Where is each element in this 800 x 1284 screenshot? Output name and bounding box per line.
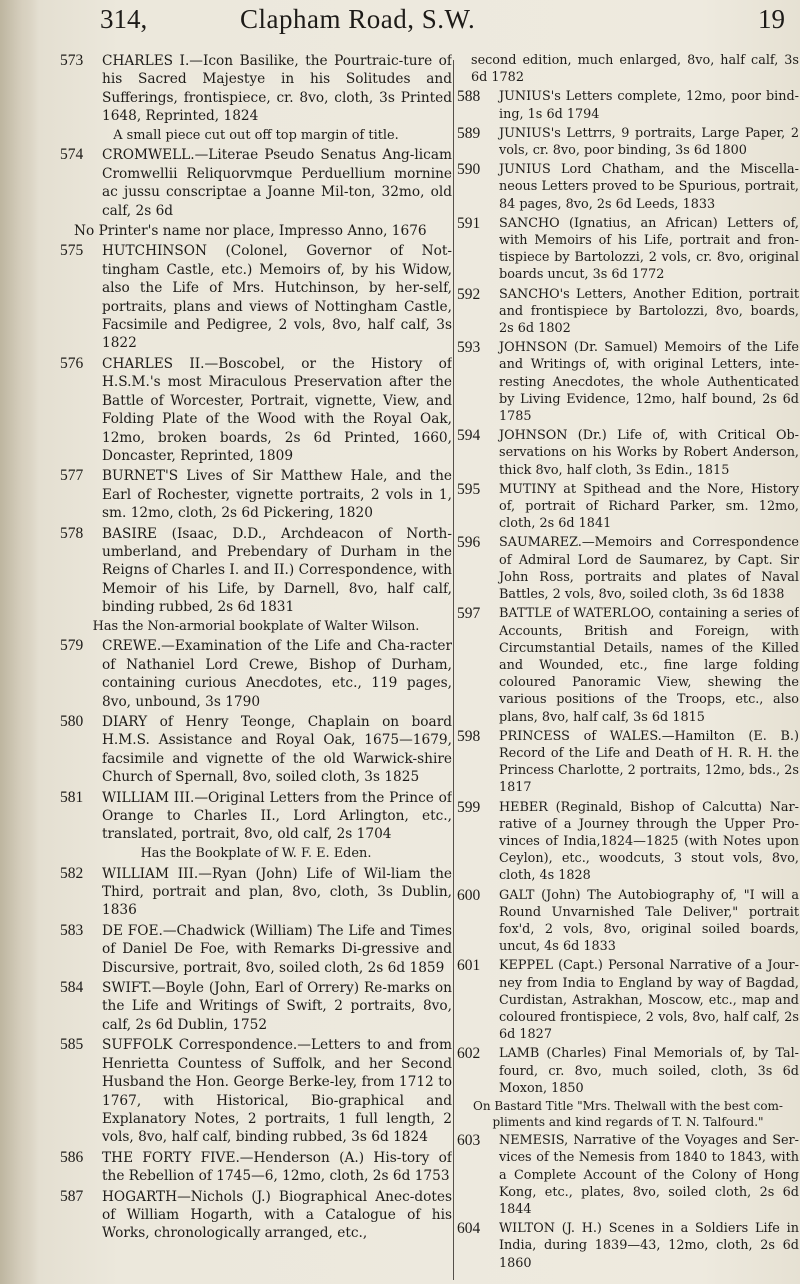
entry-number: 603 [457,1132,481,1150]
entry-description: DIARY of Henry Teonge, Chaplain on board H.M.S. Assistance and Royal Oak, 1675—1679, facsimile and vignette of the old Warwick-shire Church of Spernall, 8vo, soiled cloth, 3s 1825 [102,714,452,786]
catalogue-entry [60,637,452,711]
entry-description: BASIRE (Isaac, D.D., Archdeacon of North-umberland, and Prebendary of Durham in the Reigns of Charles I. and II.) Correspondence, with Memoir of his Life, by Darnell, 8vo, half calf, binding rubbed, 2s 6d 1831 [102,525,452,616]
entry-description: GALT (John) The Autobiography of, "I will a Round Unvarnished Tale Deliver," portrait fox'd, 2 vols, 8vo, original soiled boards, uncut, 4s 6d 1833 [499,887,799,955]
entry-number: 577 [60,467,84,485]
entry-number: 602 [457,1045,481,1063]
entry-number: 581 [60,788,84,806]
entry-description: MUTINY at Spithead and the Nore, History of, portrait of Richard Parker, sm. 12mo, cloth, 2s 6d 1841 [499,481,799,532]
catalogue-entry [457,339,799,425]
entry-description: JUNIUS Lord Chatham, and the Miscella-neous Letters proved to be Spurious, portrait, 84 pages, 8vo, 2s 6d Leeds, 1833 [499,162,799,212]
catalogue-entry [60,1188,452,1243]
entry-description: BATTLE of WATERLOO, containing a series of Accounts, British and Foreign, with Circumstantial Details, names of the Killed and Wounded, etc., fine large folding coloured Panoramic View, shewing the various positions of the Troops, etc., also plans, 8vo, half calf, 3s 6d 1815 [499,606,799,725]
entry-number: 588 [457,88,481,106]
catalogue-entry [457,215,799,284]
catalogue-entry [60,355,452,465]
catalogue-entry [60,713,452,787]
catalogue-entry [60,242,452,352]
catalogue-entry [457,125,799,159]
catalogue-entry [457,957,799,1043]
continuation-text: second edition, much enlarged, 8vo, half calf, 3s 6d 1782 [471,53,799,86]
entry-number: 574 [60,146,84,164]
entry-description: SAUMAREZ.—Memoirs and Correspondence of Admiral Lord de Saumarez, by Capt. Sir John Ross, portraits and plates of Naval Battles, 2 vols, 8vo, soiled cloth, 3s 6d 1838 [499,535,799,603]
entry-description: JUNIUS's Letters complete, 12mo, poor bind-ing, 1s 6d 1794 [499,89,799,122]
entry-number: 600 [457,886,481,904]
entry-description: WILTON (J. H.) Scenes in a Soldiers Life in India, during 1839—43, 12mo, cloth, 2s 6d 1860 [499,1221,799,1271]
entry-description: BURNET'S Lives of Sir Matthew Hale, and the Earl of Rochester, vignette portraits, 2 vols in 1, sm. 12mo, cloth, 2s 6d Pickering, 1820 [102,468,452,522]
entry-description: JOHNSON (Dr.) Life of, with Critical Ob-servations on his Works by Robert Anderson, thick 8vo, half cloth, 3s Edin., 1815 [499,428,799,478]
catalogue-entry [457,728,799,797]
entry-number: 573 [60,52,84,69]
catalogue-entry [60,525,452,617]
entry-number: 594 [457,427,481,445]
entry-number: 591 [457,214,481,232]
entry-number: 579 [60,637,84,655]
entry-note: On Bastard Title "Mrs. Thelwall with the best com-pliments and kind regards of T. N. Talfourd." [473,1098,783,1129]
catalogue-entry [457,286,799,338]
entry-number: 576 [60,354,84,372]
header-title: Clapham Road, S.W. [240,4,476,34]
entry-number: 599 [457,798,481,816]
entry-description: PRINCESS of WALES.—Hamilton (E. B.) Record of the Life and Death of H. R. H. the Princess Charlotte, 2 portraits, 12mo, bds., 2s 1817 [499,728,799,796]
entry-description: KEPPEL (Capt.) Personal Narrative of a Jour-ney from India to England by way of Bagdad, Curdistan, Astrakhan, Moscow, etc., map and coloured frontispiece, 2 vols, 8vo, half calf, 2s 6d 1827 [499,958,799,1043]
entry-description: HEBER (Reginald, Bishop of Calcutta) Nar-rative of a Journey through the Upper Pro-vinces of India,1824—1825 (with Notes upon Ceylon), etc., woodcuts, 3 stout vols, 8vo, cloth, 4s 1828 [499,799,799,884]
catalogue-entry [60,1036,452,1146]
continuation-text: No Printer's name nor place, Impresso Anno, 1676 [74,223,427,240]
entry-number: 592 [457,285,481,303]
entry-description: THE FORTY FIVE.—Henderson (A.) His-tory of the Rebellion of 1745—6, 12mo, cloth, 2s 6d 1753 [102,1149,452,1185]
catalogue-entry [457,161,799,213]
entry-number: 586 [60,1148,84,1166]
entry-note: Has the Non-armorial bookplate of Walter Wilson. [92,618,420,634]
catalogue-entry [60,979,452,1034]
entry-description: CHARLES I.—Icon Basilike, the Pourtraic-ture of his Sacred Majestye in his Solitudes and Sufferings, frontispiece, cr. 8vo, cloth, 3s Printed 1648, Reprinted, 1824 [102,53,452,125]
entry-description: SUFFOLK Correspondence.—Letters to and from Henrietta Countess of Suffolk, and her Second Husband the Hon. George Berke-ley, from 1712 to 1767, with Historical, Bio-graphical and Explanatory Notes, 2 portraits, 1 full length, 2 vols, 8vo, half calf, binding rubbed, 3s 6d 1824 [102,1037,452,1146]
catalogue-entry [457,88,799,122]
entry-description: SANCHO (Ignatius, an African) Letters of, with Memoirs of his Life, portrait and fron-tispiece by Bartolozzi, 2 vols, cr. 8vo, original boards uncut, 3s 6d 1772 [499,215,799,283]
entry-description: CREWE.—Examination of the Life and Cha-racter of Nathaniel Lord Crewe, Bishop of Durham, containing curious Anecdotes, etc., 119 pages, 8vo, unbound, 3s 1790 [102,638,452,710]
catalogue-entry [457,887,799,956]
entry-description: SWIFT.—Boyle (John, Earl of Orrery) Re-marks on the Life and Writings of Swift, 2 portraits, 8vo, calf, 2s 6d Dublin, 1752 [102,980,452,1033]
page-number: 19 [758,4,785,34]
entry-number: 583 [60,921,84,939]
entry-description: JUNIUS's Lettrrs, 9 portraits, Large Paper, 2 vols, cr. 8vo, poor binding, 3s 6d 1800 [499,125,799,159]
left-column [60,52,452,1282]
catalogue-entry [60,467,452,522]
page-header [0,4,800,44]
entry-number: 589 [457,124,481,142]
catalogue-entry [60,789,452,844]
catalogue-entry [457,481,799,533]
column-divider [453,60,454,1280]
right-column [457,52,799,1282]
entry-number: 604 [457,1220,481,1238]
entry-number: 593 [457,339,481,357]
entry-number: 585 [60,1036,84,1054]
entry-number: 582 [60,864,84,882]
entry-description: DE FOE.—Chadwick (William) The Life and Times of Daniel De Foe, with Remarks Di-gressive and Discursive, portrait, 8vo, soiled cloth, 2s 6d 1859 [102,922,452,976]
entry-number: 578 [60,524,84,542]
catalogue-entry [60,922,452,977]
entry-number: 596 [457,534,481,552]
catalogue-entry [60,865,452,920]
catalogue-entry [60,1149,452,1186]
entry-description: WILLIAM III.—Original Letters from the Prince of Orange to Charles II., Lord Arlington, etc., translated, portrait, 8vo, old calf, 2s 1704 [102,789,452,843]
page-fold-shadow [0,0,38,1284]
catalogue-entry [457,534,799,603]
entry-description: HOGARTH—Nichols (J.) Biographical Anec-dotes of William Hogarth, with a Catalogue of his Works, chronologically arranged, etc., [102,1188,452,1242]
entry-description: LAMB (Charles) Final Memorials of, by Tal-fourd, cr. 8vo, much soiled, cloth, 3s 6d Moxon, 1850 [499,1046,799,1096]
entry-number: 597 [457,605,481,623]
entry-number: 584 [60,979,84,997]
entry-number: 601 [457,957,481,975]
entry-number: 590 [457,161,481,179]
catalogue-entry [60,146,452,220]
entry-description: JOHNSON (Dr. Samuel) Memoirs of the Life and Writings of, with original Letters, inte-resting Anecdotes, the whole Authenticated by Living Evidence, 12mo, half bound, 2s 6d 1785 [499,340,799,425]
entry-note: A small piece cut out off top margin of title. [113,127,399,143]
catalogue-entry [457,799,799,885]
entry-description: WILLIAM III.—Ryan (John) Life of Wil-liam the Third, portrait and plan, 8vo, cloth, 3s Dublin, 1836 [102,865,452,919]
catalogue-entry [457,605,799,725]
header-page-prefix: 314, [100,4,148,34]
entry-number: 595 [457,480,481,498]
catalogue-entry [457,1132,799,1218]
entry-description: HUTCHINSON (Colonel, Governor of Not-tingham Castle, etc.) Memoirs of, by his Widow, also the Life of Mrs. Hutchinson, by her-self, portraits, plans and views of Nottingham Castle, Facsimile and Pedigree, 2 vols, 8vo, half calf, 3s 1822 [102,243,452,352]
entry-description: SANCHO's Letters, Another Edition, portrait and frontispiece by Bartolozzi, 8vo, boards, 2s 6d 1802 [499,286,799,337]
entry-note: Has the Bookplate of W. F. E. Eden. [140,845,372,861]
entry-number: 587 [60,1187,84,1205]
entry-number: 580 [60,713,84,730]
catalogue-entry [457,1045,799,1097]
entry-description: NEMESIS, Narrative of the Voyages and Ser-vices of the Nemesis from 1840 to 1843, with a Complete Account of the Colony of Hong Kong, etc., plates, 8vo, soiled cloth, 2s 6d 1844 [499,1133,799,1217]
catalogue-entry [457,427,799,479]
catalogue-entry [60,52,452,126]
entry-number: 575 [60,242,84,260]
entry-number: 598 [457,727,481,745]
catalogue-entry [457,1220,799,1272]
entry-description: CHARLES II.—Boscobel, or the History of H.S.M.'s most Miraculous Preservation after the Battle of Worcester, Portrait, vignette, View, and Folding Plate of the Wood with the Royal Oak, 12mo, broken boards, 2s 6d Printed, 1660, Doncaster, Reprinted, 1809 [102,355,452,464]
entry-description: CROMWELL.—Literae Pseudo Senatus Ang-licam Cromwellii Reliquorvmque Perduellium mornine ac jussu conscriptae a Joanne Mil-ton, 32mo, old calf, 2s 6d [102,147,452,219]
